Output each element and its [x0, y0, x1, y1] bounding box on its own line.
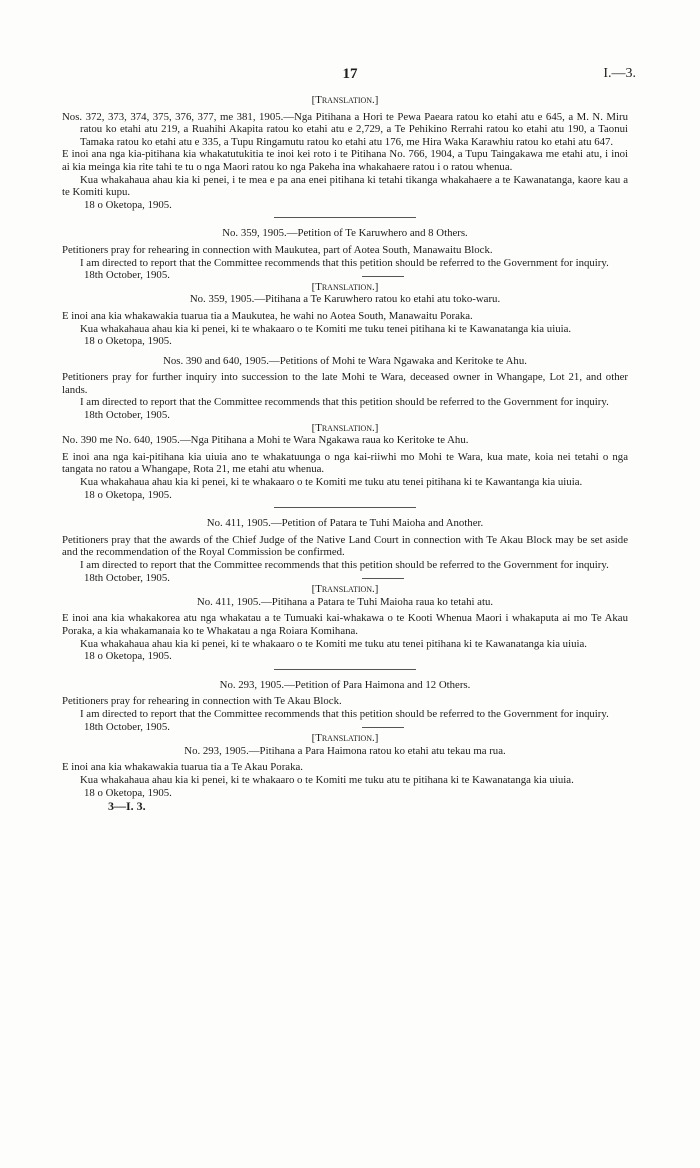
petition-heading: Nos. 372, 373, 374, 375, 376, 377, me 381, 1905.—Nga Pitihana a Hori te Pewa Paeara ratou ko etahi atu e 645, a M. N. Miru ratou ko etahi atu 219, a Ruahihi Akapita ratou ko etahi atu e 2,729, a Te Pehikino Rerrahi ratou ko etahi atu 190, a Taonui Tamaka ratou ko etahi atu e 335, a Tupu Ringamutu ratou ko etahi atu 176, me Hira Waka Karawhiu ratou ko etahi atu 647.	[62, 110, 628, 148]
petition-date: 18 o Oketopa, 1905.	[84, 198, 172, 211]
maori-prayer: E inoi ana kia whakakorea atu nga whakatau a te Tumuaki kai-whakawa o te Kooti Whenua Maori i whakaputa ai mo Te Akau Poraka, a kia whakamanaia ko te Whakatau a nga Roiara Komihana.	[62, 612, 628, 637]
petition-heading: No. 359, 1905.—Petition of Te Karuwhero and 8 Others.	[222, 227, 468, 240]
petition-report: I am directed to report that the Committee recommends that this petition should be referred to the Government for inquiry.	[80, 396, 609, 409]
petition-heading: No. 293, 1905.—Petition of Para Haimona and 12 Others.	[219, 678, 471, 691]
maori-report: Kua whakahaua ahau kia ki penei, ki te whakaaro o te Komiti me tuku atu te pitihana ki te Kawanatanga kia uiuia.	[80, 773, 574, 786]
petition-heading: Nos. 390 and 640, 1905.—Petitions of Mohi te Wara Ngawaka and Keritoke te Ahu.	[163, 354, 527, 367]
petition-prayer: E inoi ana nga kia-pitihana kia whakatutukitia te inoi kei roto i te Pitihana No. 766, 1904, a Tupu Taingakawa me etahi atu, i inoi ai kia meinga kia rite tahi te tu o nga Maori ratou ko nga Pakeha ina whakahaere ratou i o ratou whenua.	[62, 148, 628, 173]
petition-report: Kua whakahaua ahau kia ki penei, i te mea e pa ana enei pitihana ki tetahi tikanga whakahaere a te Kawanatanga, kaore kau a te Komiti kupu.	[62, 173, 628, 199]
petition-report: I am directed to report that the Committee recommends that this petition should be referred to the Government for inquiry.	[80, 256, 609, 269]
maori-date: 18 o Oketopa, 1905.	[84, 488, 172, 501]
maori-heading: No. 359, 1905.—Pitihana a Te Karuwhero ratou ko etahi atu toko-waru.	[189, 293, 501, 306]
section-divider	[274, 669, 416, 670]
section-divider	[274, 217, 416, 218]
translation-label: [Translation.]	[311, 583, 379, 596]
maori-prayer: E inoi ana nga kai-pitihana kia uiuia ano te whakatuunga o nga kai-riiwhi mo Mohi te Wara, kua mate, koia nei tetahi o nga tangata no ratou a Whangape, Rota 21, me etahi atu whenua.	[62, 450, 628, 476]
maori-prayer: E inoi ana kia whakawakia tuarua tia a Maukutea, he wahi no Aotea South, Manawaitu Poraka.	[62, 309, 473, 322]
petition-prayer: Petitioners pray for rehearing in connection with Te Akau Block.	[62, 695, 342, 708]
translation-label: [Translation.]	[311, 94, 379, 106]
series-reference: I.—3.	[603, 66, 636, 81]
petition-date: 18th October, 1905.	[84, 409, 170, 422]
document-body	[62, 94, 628, 813]
petition-date: 18th October, 1905.	[84, 720, 170, 733]
maori-heading: No. 293, 1905.—Pitihana a Para Haimona ratou ko etahi atu tekau ma rua.	[184, 744, 506, 757]
petition-report: I am directed to report that the Committee recommends that this petition should be referred to the Government for inquiry.	[80, 559, 609, 571]
petition-prayer: Petitioners pray that the awards of the Chief Judge of the Native Land Court in connection with Te Akau Block may be set aside and the recommendation of the Royal Commission be confirmed.	[62, 533, 628, 559]
maori-date: 18 o Oketopa, 1905.	[84, 786, 172, 799]
petition-prayer: Petitioners pray for further inquiry into succession to the late Mohi te Wara, deceased owner in Whangape, Lot 21, and other lands.	[62, 371, 628, 396]
maori-heading: No. 411, 1905.—Pitihana a Patara te Tuhi Maioha raua ko tetahi atu.	[196, 595, 494, 608]
maori-date: 18 o Oketopa, 1905.	[84, 335, 172, 348]
page-number: 17	[342, 66, 358, 82]
translation-label: [Translation.]	[311, 732, 379, 745]
maori-report: Kua whakahaua ahau kia ki penei, ki te whakaaro o te Komiti me tuku tenei pitihana ki te Kawanatanga kia uiuia.	[80, 322, 572, 335]
petition-prayer: Petitioners pray for rehearing in connection with Maukutea, part of Aotea South, Manawaitu Block.	[62, 243, 493, 256]
section-divider	[274, 507, 416, 508]
maori-prayer: E inoi ana kia whakawakia tuarua tia a Te Akau Poraka.	[62, 761, 303, 774]
page-signature: 3—I. 3.	[108, 799, 146, 814]
petition-report: I am directed to report that the Committee recommends that this petition should be referred to the Government for inquiry.	[80, 707, 609, 720]
maori-report: Kua whakahaua ahau kia ki penei, ki te whakaaro o te Komiti me tuku atu tenei pitihana ki te Kawanatanga kia uiuia.	[80, 637, 587, 650]
translation-label: [Translation.]	[311, 421, 379, 434]
petition-date: 18th October, 1905.	[84, 571, 170, 584]
maori-heading: No. 390 me No. 640, 1905.—Nga Pitihana a Mohi te Wara Ngakawa raua ko Keritoke te Ahu.	[62, 434, 469, 447]
translation-label: [Translation.]	[311, 280, 379, 293]
translation-divider	[362, 727, 404, 728]
translation-divider	[362, 276, 404, 277]
translation-divider	[362, 578, 404, 579]
petition-date: 18th October, 1905.	[84, 269, 170, 282]
petition-heading: No. 411, 1905.—Petition of Patara te Tuhi Maioha and Another.	[206, 517, 484, 530]
maori-report: Kua whakahaua ahau kia ki penei, ki te whakaaro o te Komiti me tuku atu tenei pitihana ki te Kawantanga kia uiuia.	[80, 476, 583, 489]
maori-date: 18 o Oketopa, 1905.	[84, 650, 172, 663]
